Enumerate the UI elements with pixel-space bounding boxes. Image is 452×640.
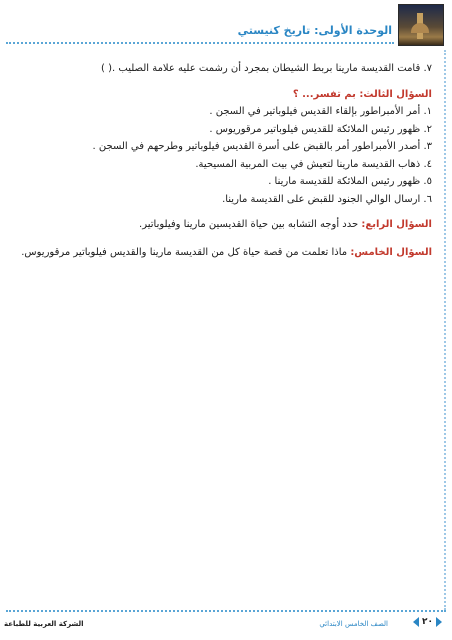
question-5-text: ماذا تعلمت من قصة حياة كل من القديسة مارينا والقديس فيلوباتير مرقوريوس.: [21, 246, 348, 258]
question-3-item-5: ٥. ظهور رئيس الملائكة للقديسة مارينا .: [268, 176, 432, 187]
question-3-title: السؤال الثالث: بم تفسر... ؟: [292, 88, 432, 100]
church-photo-thumbnail: [398, 4, 444, 46]
previous-page-arrow-icon[interactable]: [413, 617, 419, 627]
grade-label: الصف الخامس الابتدائي: [319, 620, 388, 628]
page-navigation: [413, 617, 442, 627]
question-3-item-6: ٦. ارسال الوالي الجنود للقبض على القديسة مارينا.: [222, 193, 432, 205]
next-page-arrow-icon[interactable]: [436, 617, 442, 627]
footer-divider: [6, 610, 446, 612]
header-divider: [6, 42, 394, 44]
question-item-7: ٧. قامت القديسة مارينا بربط الشيطان بمجرد أن رشمت عليه علامة الصليب .( ): [101, 63, 432, 74]
question-3-item-3: ٣. أصدر الأمبراطور أمر بالقبض على أسرة القديس فيلوباتير وطرحهم في السجن .: [92, 141, 432, 152]
question-4-text: حدد أوجه التشابه بين حياة القديسين مارينا وفيلوباتير.: [139, 219, 359, 230]
question-4-title: السؤال الرابع:: [361, 219, 432, 230]
question-3-list: [20, 103, 432, 208]
publisher-name: الشركة العربية للطباعة: [4, 620, 84, 628]
page-header: [0, 0, 452, 46]
question-5: [20, 242, 432, 264]
question-3-item-2: ٢. ظهور رئيس الملائكة للقديس فيلوباتير مرقوريوس .: [209, 123, 432, 135]
page-content: [20, 60, 432, 264]
question-5-title: السؤال الخامس:: [350, 246, 432, 258]
question-3-item-4: ٤. ذهاب القديسة مارينا لتعيش في بيت المربية المسيحية.: [195, 158, 432, 170]
unit-title: الوحدة الأولى: تاريخ كنيستي: [237, 24, 392, 37]
page-number: ٢٠: [422, 617, 433, 627]
page-footer: [0, 614, 452, 634]
question-3-item-1: ١. أمر الأمبراطور بإلقاء القديس فيلوباتير في السجن .: [209, 106, 432, 117]
question-4: [20, 216, 432, 234]
